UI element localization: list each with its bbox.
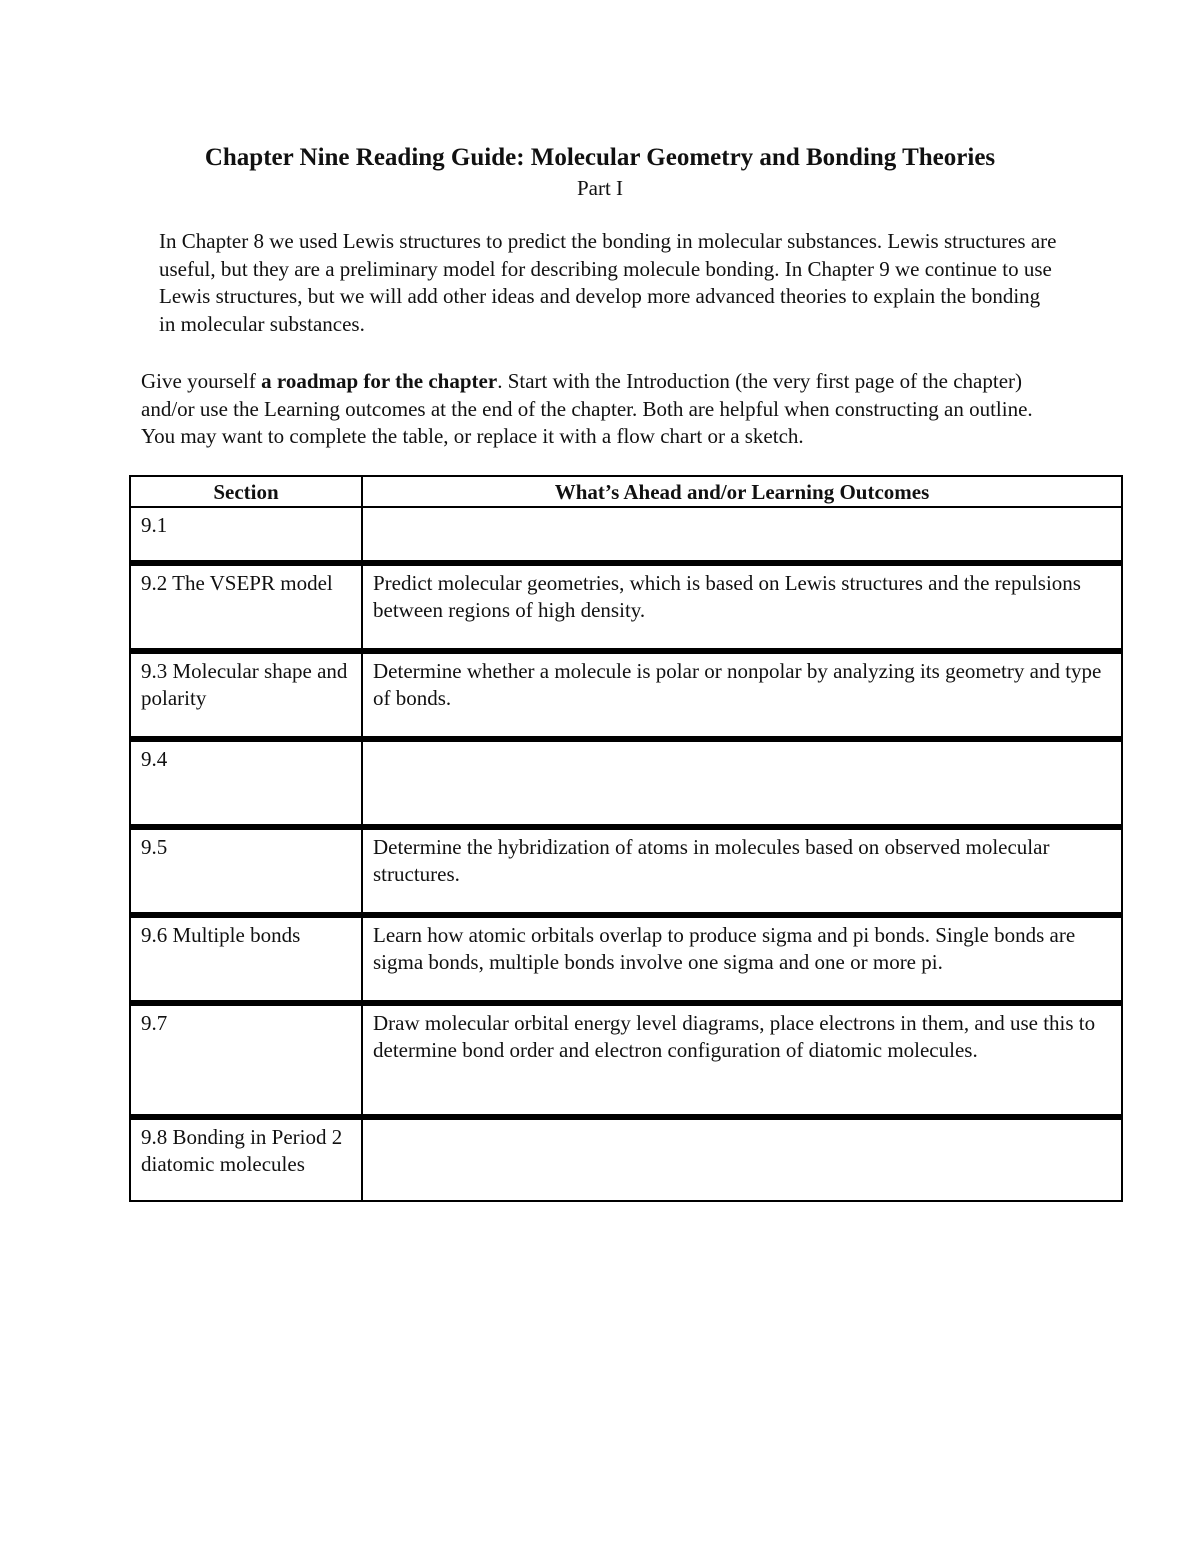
- outcome-cell[interactable]: Predict molecular geometries, which is based on Lewis structures and the repulsions between regions of high density.: [362, 563, 1122, 651]
- table-row: [130, 827, 1122, 915]
- page-title: Chapter Nine Reading Guide: Molecular Geometry and Bonding Theories: [204, 144, 996, 171]
- outcome-cell[interactable]: Draw molecular orbital energy level diagrams, place electrons in them, and use this to determine bond order and electron configuration of diatomic molecules.: [362, 1003, 1122, 1117]
- section-cell: 9.4: [130, 739, 362, 827]
- roadmap-text-after: . Start with the Introduction (the very first page of the chapter) and/or use the Learning outcomes at the end of the chapter. Both are helpful when constructing an outline. You may want to complete the table, or replace it with a flow chart or a sketch.: [141, 369, 1033, 448]
- outcome-cell[interactable]: Learn how atomic orbitals overlap to produce sigma and pi bonds. Single bonds are sigma bonds, multiple bonds involve one sigma and one or more pi.: [362, 915, 1122, 1003]
- roadmap-text-bold: a roadmap for the chapter: [261, 369, 498, 393]
- section-cell: 9.1: [130, 507, 362, 563]
- outcome-cell[interactable]: [362, 507, 1122, 563]
- outcome-cell[interactable]: [362, 1117, 1122, 1201]
- section-cell: 9.5: [130, 827, 362, 915]
- table-row: [130, 563, 1122, 651]
- table-row: [130, 1003, 1122, 1117]
- table-row: [130, 1117, 1122, 1201]
- roadmap-paragraph: [141, 368, 1061, 451]
- section-cell: 9.3 Molecular shape and polarity: [130, 651, 362, 739]
- table-row: [130, 915, 1122, 1003]
- table-row: [130, 507, 1122, 563]
- table-header-row: [130, 476, 1122, 507]
- page-subtitle: Part I: [576, 176, 624, 200]
- section-cell: 9.8 Bonding in Period 2 diatomic molecules: [130, 1117, 362, 1201]
- outcome-cell[interactable]: Determine whether a molecule is polar or nonpolar by analyzing its geometry and type of bonds.: [362, 651, 1122, 739]
- outcome-cell[interactable]: Determine the hybridization of atoms in molecules based on observed molecular structures.: [362, 827, 1122, 915]
- section-cell: 9.7: [130, 1003, 362, 1117]
- intro-paragraph: In Chapter 8 we used Lewis structures to predict the bonding in molecular substances. Lewis structures are useful, but they are a preliminary model for describing molecule bonding. In Chapter 9 we continue to use Lewis structures, but we will add other ideas and develop more advanced theories to explain the bonding in molecular substances.: [159, 229, 1057, 336]
- section-cell: 9.2 The VSEPR model: [130, 563, 362, 651]
- table-row: [130, 739, 1122, 827]
- roadmap-text-before: Give yourself: [141, 369, 262, 393]
- header-section: Section: [130, 476, 362, 507]
- roadmap-table: [129, 475, 1123, 1202]
- header-outcomes: What’s Ahead and/or Learning Outcomes: [362, 476, 1122, 507]
- section-cell: 9.6 Multiple bonds: [130, 915, 362, 1003]
- outcome-cell[interactable]: [362, 739, 1122, 827]
- table-row: [130, 651, 1122, 739]
